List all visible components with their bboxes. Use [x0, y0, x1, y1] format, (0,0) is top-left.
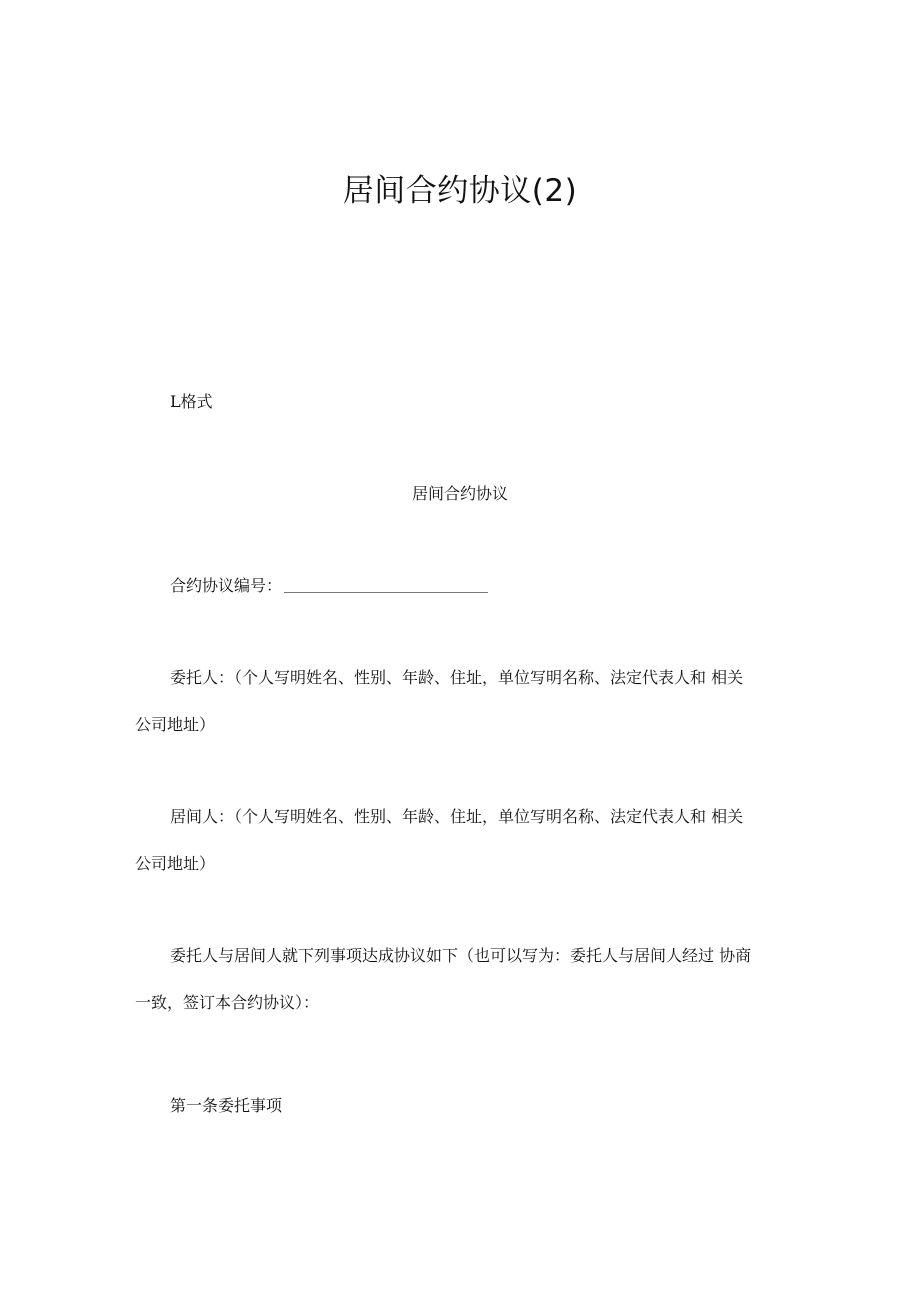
intermediary-paragraph-line2: 公司地址）: [135, 854, 216, 873]
agreement-paragraph-line2: 一致，签订本合约协议）：: [135, 993, 320, 1012]
client-paragraph-line1: 委托人：（个人写明姓名、性别、年龄、住址，单位写明名称、法定代表人和 相关: [170, 668, 744, 687]
document-subtitle: 居间合约协议: [411, 484, 508, 503]
agreement-paragraph-line1: 委托人与居间人就下列事项达成协议如下（也可以写为：委托人与居间人经过 协商: [170, 946, 752, 965]
contract-number-label: 合约协议编号：: [170, 576, 283, 595]
document-title: 居间合约协议(2): [342, 173, 578, 209]
intermediary-paragraph-line1: 居间人：（个人写明姓名、性别、年龄、住址，单位写明名称、法定代表人和 相关: [170, 807, 744, 826]
article-1-heading: 第一条委托事项: [170, 1096, 283, 1115]
contract-number-blank: [284, 574, 488, 593]
section-label: L格式: [170, 392, 213, 411]
contract-number-row: [170, 574, 488, 598]
client-paragraph-line2: 公司地址）: [135, 715, 216, 734]
